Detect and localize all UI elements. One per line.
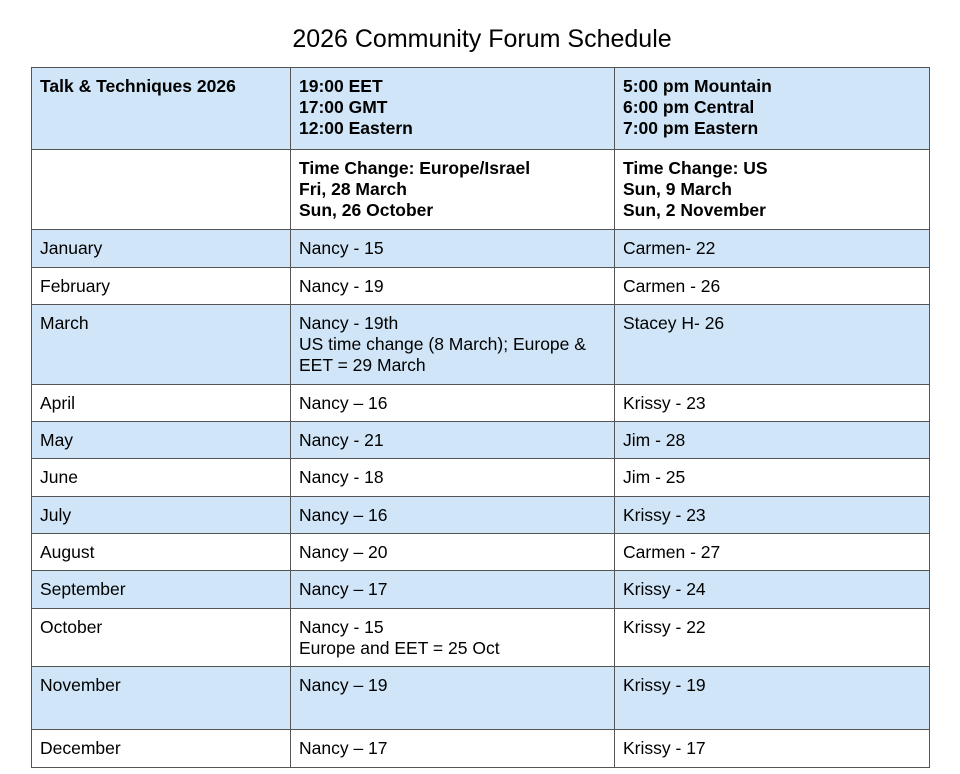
europe-session-cell — [291, 305, 615, 385]
europe-session-note: Europe and EET = 25 Oct — [299, 638, 500, 658]
europe-session-cell — [291, 385, 615, 422]
month-cell: October — [32, 609, 291, 667]
table-row — [32, 667, 930, 730]
europe-session: Nancy – 17 — [299, 579, 388, 599]
month-cell: July — [32, 497, 291, 534]
us-session-cell: Stacey H- 26 — [615, 305, 930, 385]
europe-session: Nancy - 15 — [299, 617, 384, 637]
table-row — [32, 497, 930, 534]
europe-session: Nancy – 16 — [299, 505, 388, 525]
month-cell: December — [32, 730, 291, 768]
europe-session-cell — [291, 422, 615, 459]
empty-cell — [32, 150, 291, 230]
series-name: Talk & Techniques 2026 — [40, 76, 236, 96]
header-cell-europe-times — [291, 68, 615, 150]
time-eet: 19:00 EET — [299, 76, 383, 96]
time-central: 6:00 pm Central — [623, 97, 755, 117]
month-cell: February — [32, 268, 291, 305]
europe-session: Nancy - 21 — [299, 430, 384, 450]
page-title: 2026 Community Forum Schedule — [292, 25, 672, 53]
month-cell: April — [32, 385, 291, 422]
time-mountain: 5:00 pm Mountain — [623, 76, 772, 96]
europe-session-cell — [291, 497, 615, 534]
table-row — [32, 609, 930, 667]
europe-session-cell — [291, 534, 615, 571]
time-gmt: 17:00 GMT — [299, 97, 388, 117]
europe-session-cell — [291, 730, 615, 768]
europe-session: Nancy - 19 — [299, 276, 384, 296]
month-cell: August — [32, 534, 291, 571]
us-session-cell: Krissy - 19 — [615, 667, 930, 730]
europe-session-cell — [291, 230, 615, 268]
table-row — [32, 534, 930, 571]
table-row — [32, 385, 930, 422]
table-row — [32, 305, 930, 385]
europe-session-cell — [291, 609, 615, 667]
time-change-us-title: Time Change: US — [623, 158, 768, 178]
europe-session: Nancy – 17 — [299, 738, 388, 758]
us-session-cell: Krissy - 22 — [615, 609, 930, 667]
europe-session: Nancy – 19 — [299, 675, 388, 695]
header-row-time-change — [32, 150, 930, 230]
table-row — [32, 268, 930, 305]
table-row — [32, 230, 930, 268]
us-session-cell: Krissy - 23 — [615, 385, 930, 422]
us-session-cell: Krissy - 23 — [615, 497, 930, 534]
us-session-cell: Carmen - 27 — [615, 534, 930, 571]
schedule-table — [31, 67, 930, 768]
month-cell: September — [32, 571, 291, 609]
time-change-europe-cell — [291, 150, 615, 230]
month-cell: March — [32, 305, 291, 385]
table-header-label — [32, 68, 291, 150]
header-row-times — [32, 68, 930, 150]
europe-session: Nancy – 16 — [299, 393, 388, 413]
europe-session: Nancy – 20 — [299, 542, 388, 562]
us-session-cell: Carmen - 26 — [615, 268, 930, 305]
table-row — [32, 571, 930, 609]
month-cell: January — [32, 230, 291, 268]
europe-session-note: US time change (8 March); Europe & EET = 29 March — [299, 334, 586, 375]
us-session-cell: Jim - 25 — [615, 459, 930, 497]
europe-session-cell — [291, 571, 615, 609]
time-change-europe-title: Time Change: Europe/Israel — [299, 158, 531, 178]
us-session-cell: Carmen- 22 — [615, 230, 930, 268]
time-change-europe-spring: Fri, 28 March — [299, 179, 407, 199]
month-cell: May — [32, 422, 291, 459]
time-change-us-cell — [615, 150, 930, 230]
time-change-us-fall: Sun, 2 November — [623, 200, 766, 220]
header-cell-us-times — [615, 68, 930, 150]
time-us-eastern: 7:00 pm Eastern — [623, 118, 759, 138]
month-cell: June — [32, 459, 291, 497]
us-session-cell: Jim - 28 — [615, 422, 930, 459]
time-change-us-spring: Sun, 9 March — [623, 179, 732, 199]
table-row — [32, 422, 930, 459]
table-row — [32, 730, 930, 768]
europe-session-cell — [291, 459, 615, 497]
table-row — [32, 459, 930, 497]
us-session-cell: Krissy - 24 — [615, 571, 930, 609]
europe-session-cell — [291, 268, 615, 305]
europe-session: Nancy - 15 — [299, 238, 384, 258]
us-session-cell: Krissy - 17 — [615, 730, 930, 768]
month-cell: November — [32, 667, 291, 730]
time-eastern: 12:00 Eastern — [299, 118, 413, 138]
europe-session: Nancy - 18 — [299, 467, 384, 487]
europe-session-cell — [291, 667, 615, 730]
europe-session: Nancy - 19th — [299, 313, 399, 333]
time-change-europe-fall: Sun, 26 October — [299, 200, 434, 220]
